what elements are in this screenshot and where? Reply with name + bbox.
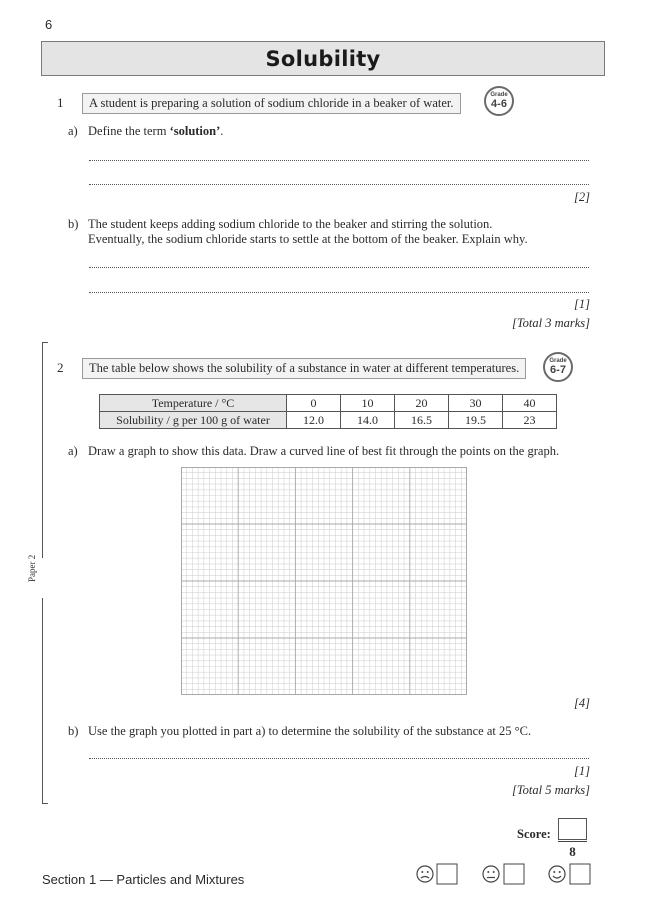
- table-row: [100, 412, 557, 429]
- grade-word: Grade: [549, 358, 567, 364]
- title-bar: [41, 41, 605, 76]
- side-bracket-upper: [42, 342, 43, 558]
- graph-grid[interactable]: [181, 467, 467, 695]
- grade-badge-q1: [484, 86, 514, 116]
- q1-total-marks: [Total 3 marks]: [511, 316, 590, 330]
- happy-face-icon: [549, 866, 565, 882]
- q1a-text-after: .: [220, 124, 224, 138]
- grade-word: Grade: [490, 92, 508, 98]
- solubility-cell: 12.0: [287, 412, 341, 429]
- q1b-label: b): [68, 217, 79, 231]
- grade-badge-q2: [543, 352, 573, 382]
- temperature-cell: 0: [287, 395, 341, 412]
- page-title: Solubility: [265, 46, 381, 71]
- q2b-answer-line[interactable]: [89, 758, 589, 759]
- question-2-stem: The table below shows the solubility of a substance in water at different temperatures.: [82, 358, 526, 379]
- solubility-cell: 23: [503, 412, 557, 429]
- q2a-marks: [4]: [574, 696, 590, 710]
- side-bracket-top-tick: [42, 342, 48, 343]
- q1a-text: [88, 124, 223, 139]
- rating-box-happy: [570, 864, 590, 884]
- confidence-faces: [415, 863, 605, 887]
- footer-section: Section 1 — Particles and Mixtures: [42, 872, 245, 887]
- score-box[interactable]: [558, 818, 587, 840]
- score-label: Score:: [517, 827, 551, 841]
- rating-box-sad: [437, 864, 457, 884]
- page-number: 6: [45, 17, 53, 32]
- score-out-of: 8: [569, 844, 576, 859]
- side-bracket-lower: [42, 598, 43, 803]
- q1b-answer-line-1[interactable]: [89, 267, 589, 268]
- grade-range: 6-7: [550, 364, 566, 376]
- q1a-answer-line-1[interactable]: [89, 160, 589, 161]
- q1a-label: a): [68, 124, 78, 138]
- confidence-rating: [415, 863, 605, 891]
- q1a-text-before: Define the term: [88, 124, 170, 138]
- solubility-cell: 16.5: [395, 412, 449, 429]
- sad-face-icon: [417, 866, 433, 882]
- rating-box-neutral: [504, 864, 524, 884]
- q2-total-marks: [Total 5 marks]: [511, 783, 590, 797]
- solubility-header: Solubility / g per 100 g of water: [100, 412, 287, 429]
- q1b-marks: [1]: [574, 297, 590, 311]
- question-1-stem: A student is preparing a solution of sodium chloride in a beaker of water.: [82, 93, 461, 114]
- grade-range: 4-6: [491, 98, 507, 110]
- q1b-answer-line-2[interactable]: [89, 292, 589, 293]
- q2b-marks: [1]: [574, 764, 590, 778]
- score-divider: [558, 841, 587, 842]
- solubility-table: [99, 394, 557, 429]
- q2a-label: a): [68, 444, 78, 458]
- q1b-line-1: The student keeps adding sodium chloride to the beaker and stirring the solution.: [88, 217, 493, 231]
- temperature-cell: 10: [341, 395, 395, 412]
- q2a-text: Draw a graph to show this data. Draw a curved line of best fit through the points on the graph.: [88, 444, 560, 458]
- temperature-cell: 30: [449, 395, 503, 412]
- q2b-text: Use the graph you plotted in part a) to determine the solubility of the substance at 25 °C.: [88, 724, 532, 738]
- neutral-face-icon: [483, 866, 499, 882]
- q1a-term: ‘solution’: [169, 124, 221, 138]
- question-2-number: 2: [57, 360, 64, 375]
- side-label: Paper 2: [27, 554, 37, 582]
- q2b-label: b): [68, 724, 79, 738]
- question-1-number: 1: [57, 95, 64, 110]
- q1a-marks: [2]: [574, 190, 590, 204]
- q1b-line-2: Eventually, the sodium chloride starts to settle at the bottom of the beaker. Explain why.: [88, 232, 528, 246]
- q1a-answer-line-2[interactable]: [89, 184, 589, 185]
- temperature-cell: 20: [395, 395, 449, 412]
- graph-paper[interactable]: [181, 467, 467, 695]
- solubility-cell: 14.0: [341, 412, 395, 429]
- side-bracket-bottom-tick: [42, 803, 48, 804]
- table-row: [100, 395, 557, 412]
- temperature-header: Temperature / °C: [100, 395, 287, 412]
- solubility-cell: 19.5: [449, 412, 503, 429]
- temperature-cell: 40: [503, 395, 557, 412]
